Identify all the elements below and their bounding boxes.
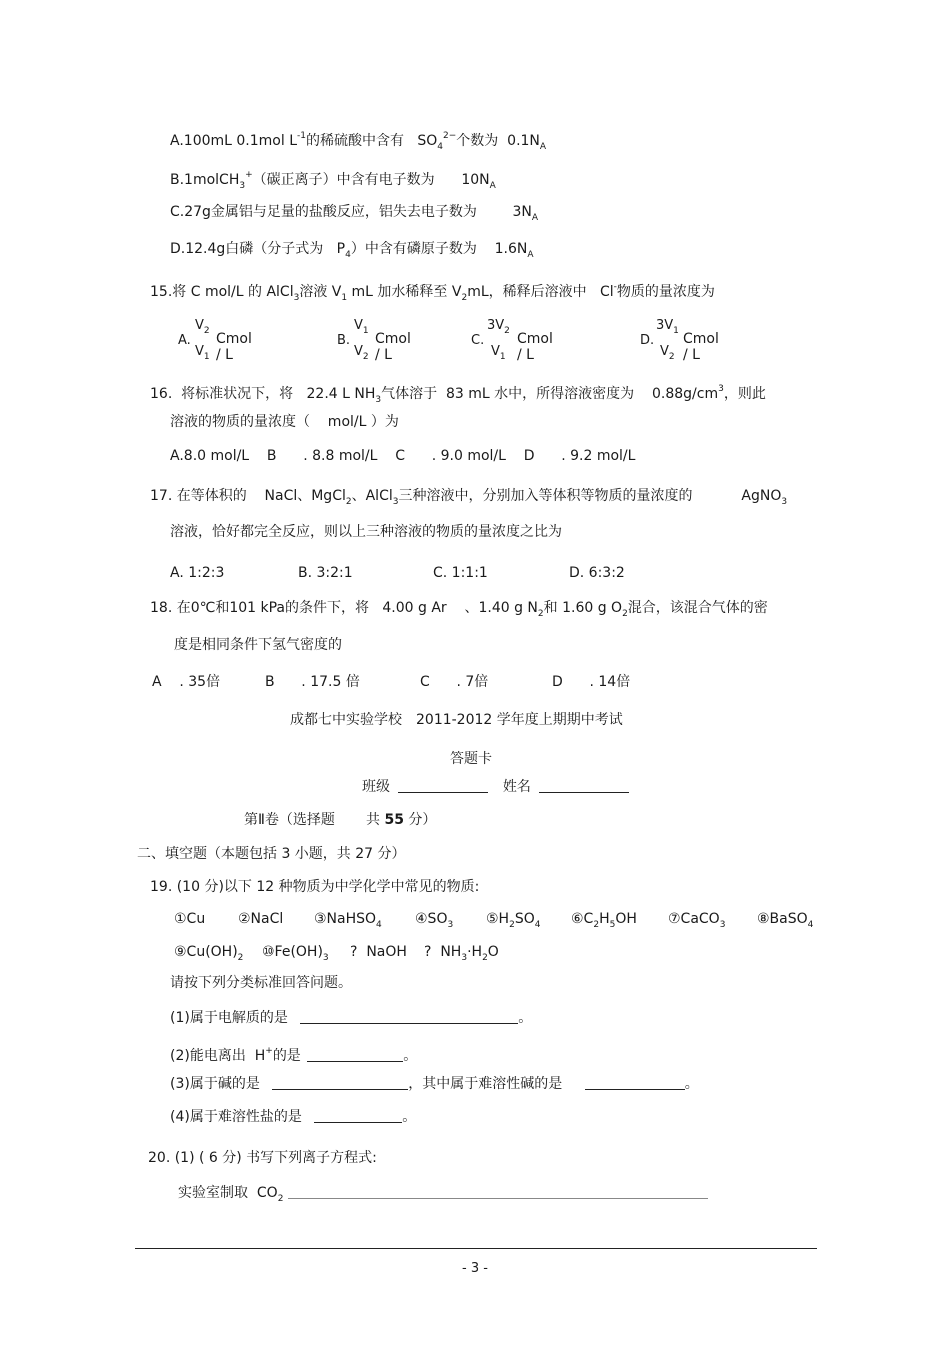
footer-rule	[135, 1248, 817, 1249]
q19-substance-9: $⑨Cu(OH)_2$	[174, 944, 244, 963]
q19-stem: 19. (10 分)以下 12 种物质为中学化学中常见的物质:	[150, 879, 480, 895]
q19-substance-7: ⑦CaCO$_3$	[668, 911, 726, 930]
q15-stem: 15.将 C mol/L 的 AlCl$_3$溶液 $V_1$ mL 加水稀释至 $V_2mL$，稀释后溶液中 Cl-物质的量浓度为	[150, 282, 715, 303]
q19-substance-12: ? $NH_3\cdot H_2O$	[424, 944, 499, 963]
q18-option-d: D . 14倍	[552, 674, 631, 690]
q19-part3-blank-2[interactable]	[585, 1075, 685, 1090]
q17-option-d: D. 6:3:2	[569, 565, 625, 581]
q19-part3-blank-1[interactable]	[272, 1075, 408, 1090]
class-name-line	[362, 778, 629, 796]
q19-part3: (3)属于碱的是 ，其中属于难溶性碱的是 。	[170, 1076, 699, 1092]
section-title: 二、填空题（本题包括 3 小题，共 27 分）	[137, 846, 406, 862]
class-blank[interactable]	[398, 778, 488, 793]
q19-substance-8: ⑧BaSO$_4$	[757, 911, 814, 930]
q19-part2-blank[interactable]	[307, 1047, 403, 1062]
q19-part1: (1)属于电解质的是 。	[170, 1010, 533, 1026]
q17-option-a: A. 1:2:3	[170, 565, 225, 581]
q17-line2: 溶液，恰好都完全反应，则以上三种溶液的物质的量浓度之比为	[170, 524, 562, 540]
q19-part4: (4)属于难溶性盐的是 。	[170, 1109, 417, 1125]
q14-option-d: D.12.4g白磷（分子式为 $P_4$）中含有磷原子数为 $1.6N_A$	[170, 241, 534, 260]
q19-substance-2: ②NaCl	[238, 911, 284, 927]
q19-substance-11: ? NaOH	[350, 944, 407, 960]
q19-substance-3: ③NaHSO$_4$	[314, 911, 382, 930]
q18-line2: 度是相同条件下氢气密度的	[174, 637, 342, 653]
q14-option-c: C.27g金属铝与足量的盐酸反应，铝失去电子数为 $3N_A$	[170, 204, 539, 223]
q19-substance-1: ①Cu	[174, 911, 206, 927]
q18-line1: 18. 在0℃和101 kPa的条件下，将 4.00 g Ar 、1.40 g $N_2$和 1.60 g $O_2$混合，该混合气体的密	[150, 600, 768, 619]
q19-part4-blank[interactable]	[314, 1108, 402, 1123]
q14-option-a: A.100mL 0.1mol $L^{-1}$的稀硫酸中含有 $SO_4^{2-}$个数为 $0.1N_A$	[170, 131, 547, 152]
q16-line1: 16. 将标准状况下，将 22.4 L $NH_3$气体溶于 83 mL 水中，所得溶液密度为 $0.88g/cm^3$，则此	[150, 384, 766, 405]
q18-option-b: B . 17.5 倍	[265, 674, 360, 690]
q19-substance-4: $④SO_3$	[415, 911, 454, 930]
name-label: 姓名	[502, 779, 531, 795]
q17-option-b: B. 3:2:1	[298, 565, 353, 581]
page-number: - 3 -	[462, 1261, 488, 1276]
q20-answer-blank[interactable]	[288, 1184, 708, 1199]
q18-option-a: A . 35倍	[152, 674, 221, 690]
answer-card-title: 答题卡	[450, 751, 492, 767]
q14-option-b: B.1molCH$_3$+（碳正离子）中含有电子数为 $10N_A$	[170, 170, 496, 191]
q19-substance-10: $⑩Fe(OH)_3$	[262, 944, 329, 963]
school-title: 成都七中实验学校 2011-2012 学年度上期期中考试	[290, 712, 623, 728]
q19-substance-6: $⑥C_2H_5OH$	[571, 911, 637, 930]
q18-option-c: C . 7倍	[420, 674, 489, 690]
q20-line: 实验室制取 $CO_2$	[178, 1184, 708, 1208]
q19-instruction: 请按下列分类标准回答问题。	[170, 975, 352, 991]
q17-option-c: C. 1:1:1	[433, 565, 488, 581]
q19-part1-blank[interactable]	[300, 1009, 518, 1024]
q19-part2: (2)能电离出 H+的是 。	[170, 1046, 418, 1064]
q17-line1: 17. 在等体积的 NaCl、MgCl$_2$、AlCl$_3$三种溶液中，分别加入等体积等物质的量浓度的 AgNO$_3$	[150, 488, 788, 507]
q20-stem: 20. (1) ( 6 分) 书写下列离子方程式:	[148, 1150, 377, 1166]
name-blank[interactable]	[539, 778, 629, 793]
q16-line2: 溶液的物质的量浓度（ mol/L ）为	[170, 414, 399, 430]
class-label: 班级	[362, 779, 390, 795]
volume-title: 第Ⅱ卷（选择题 共 55 分）	[244, 812, 437, 828]
q19-substance-5: $⑤H_2SO_4$	[486, 911, 541, 930]
q16-options: A.8.0 mol/L B . 8.8 mol/L C . 9.0 mol/L D . 9.2 mol/L	[170, 448, 636, 464]
